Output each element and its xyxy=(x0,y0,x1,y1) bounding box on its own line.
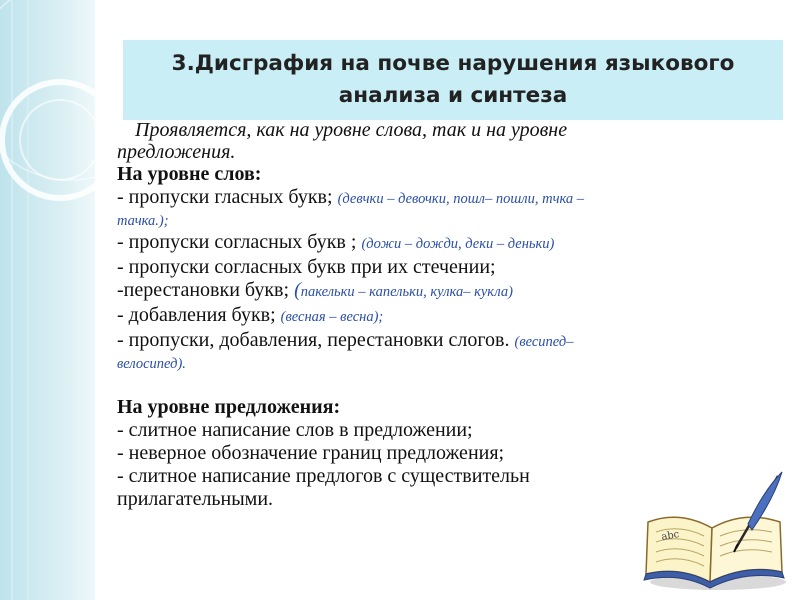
intro-paragraph xyxy=(117,119,717,163)
list-item-example-cont: тачка.); xyxy=(117,213,169,229)
list-item-example-cont: велосипед). xyxy=(117,356,186,372)
list-item-example-paren: ( xyxy=(294,279,301,301)
words-heading: На уровне слов: xyxy=(117,163,262,185)
list-item xyxy=(117,304,717,329)
intro-line-2: предложения. xyxy=(117,141,236,163)
list-item-example: (девчки – девочки, пошл– пошли, тчка – xyxy=(337,191,585,207)
section-gap xyxy=(117,374,717,396)
list-item-example: пакельки – капельки, кулка– кукла) xyxy=(300,284,513,300)
svg-text:abc: abc xyxy=(660,529,681,543)
list-item-text: - пропуски, добавления, перестановки слогов. xyxy=(117,329,515,351)
list-item-example: (дожи – дожди, деки – деньки) xyxy=(361,236,555,252)
list-item-text: - пропуски согласных букв ; xyxy=(117,231,362,253)
title-line-1: 3.Дисграфия на почве нарушения языкового xyxy=(171,51,735,76)
sentence-heading: На уровне предложения: xyxy=(117,396,341,418)
list-item xyxy=(117,329,717,354)
words-list xyxy=(117,186,717,374)
list-item-text: - пропуски гласных букв; xyxy=(117,186,338,208)
list-item xyxy=(117,256,717,279)
decorative-left-band xyxy=(0,0,95,600)
list-item: прилагательными. xyxy=(117,488,274,510)
open-book-with-quill-icon xyxy=(640,470,790,595)
list-item: - неверное обозначение границ предложения; xyxy=(117,442,505,464)
list-item xyxy=(117,279,717,304)
decorative-circles xyxy=(0,0,95,600)
list-item xyxy=(117,231,717,256)
list-item: - слитное написание слов в предложении; xyxy=(117,419,473,441)
sentence-list xyxy=(117,419,717,511)
list-item xyxy=(117,186,717,211)
slide-body xyxy=(117,119,717,511)
slide-title xyxy=(123,40,783,120)
list-item-text: - пропуски согласных букв при их стечении; xyxy=(117,256,496,278)
list-item-text: -перестановки букв; xyxy=(117,279,295,301)
list-item-example: (весная – весна); xyxy=(280,309,384,325)
title-line-2: анализа и синтеза xyxy=(338,83,568,108)
list-item-example: (весипед– xyxy=(514,334,574,350)
list-item: - слитное написание предлогов с существительн xyxy=(117,465,530,487)
intro-line-1: Проявляется, как на уровне слова, так и на уровне xyxy=(135,119,568,141)
list-item-text: - добавления букв; xyxy=(117,304,281,326)
